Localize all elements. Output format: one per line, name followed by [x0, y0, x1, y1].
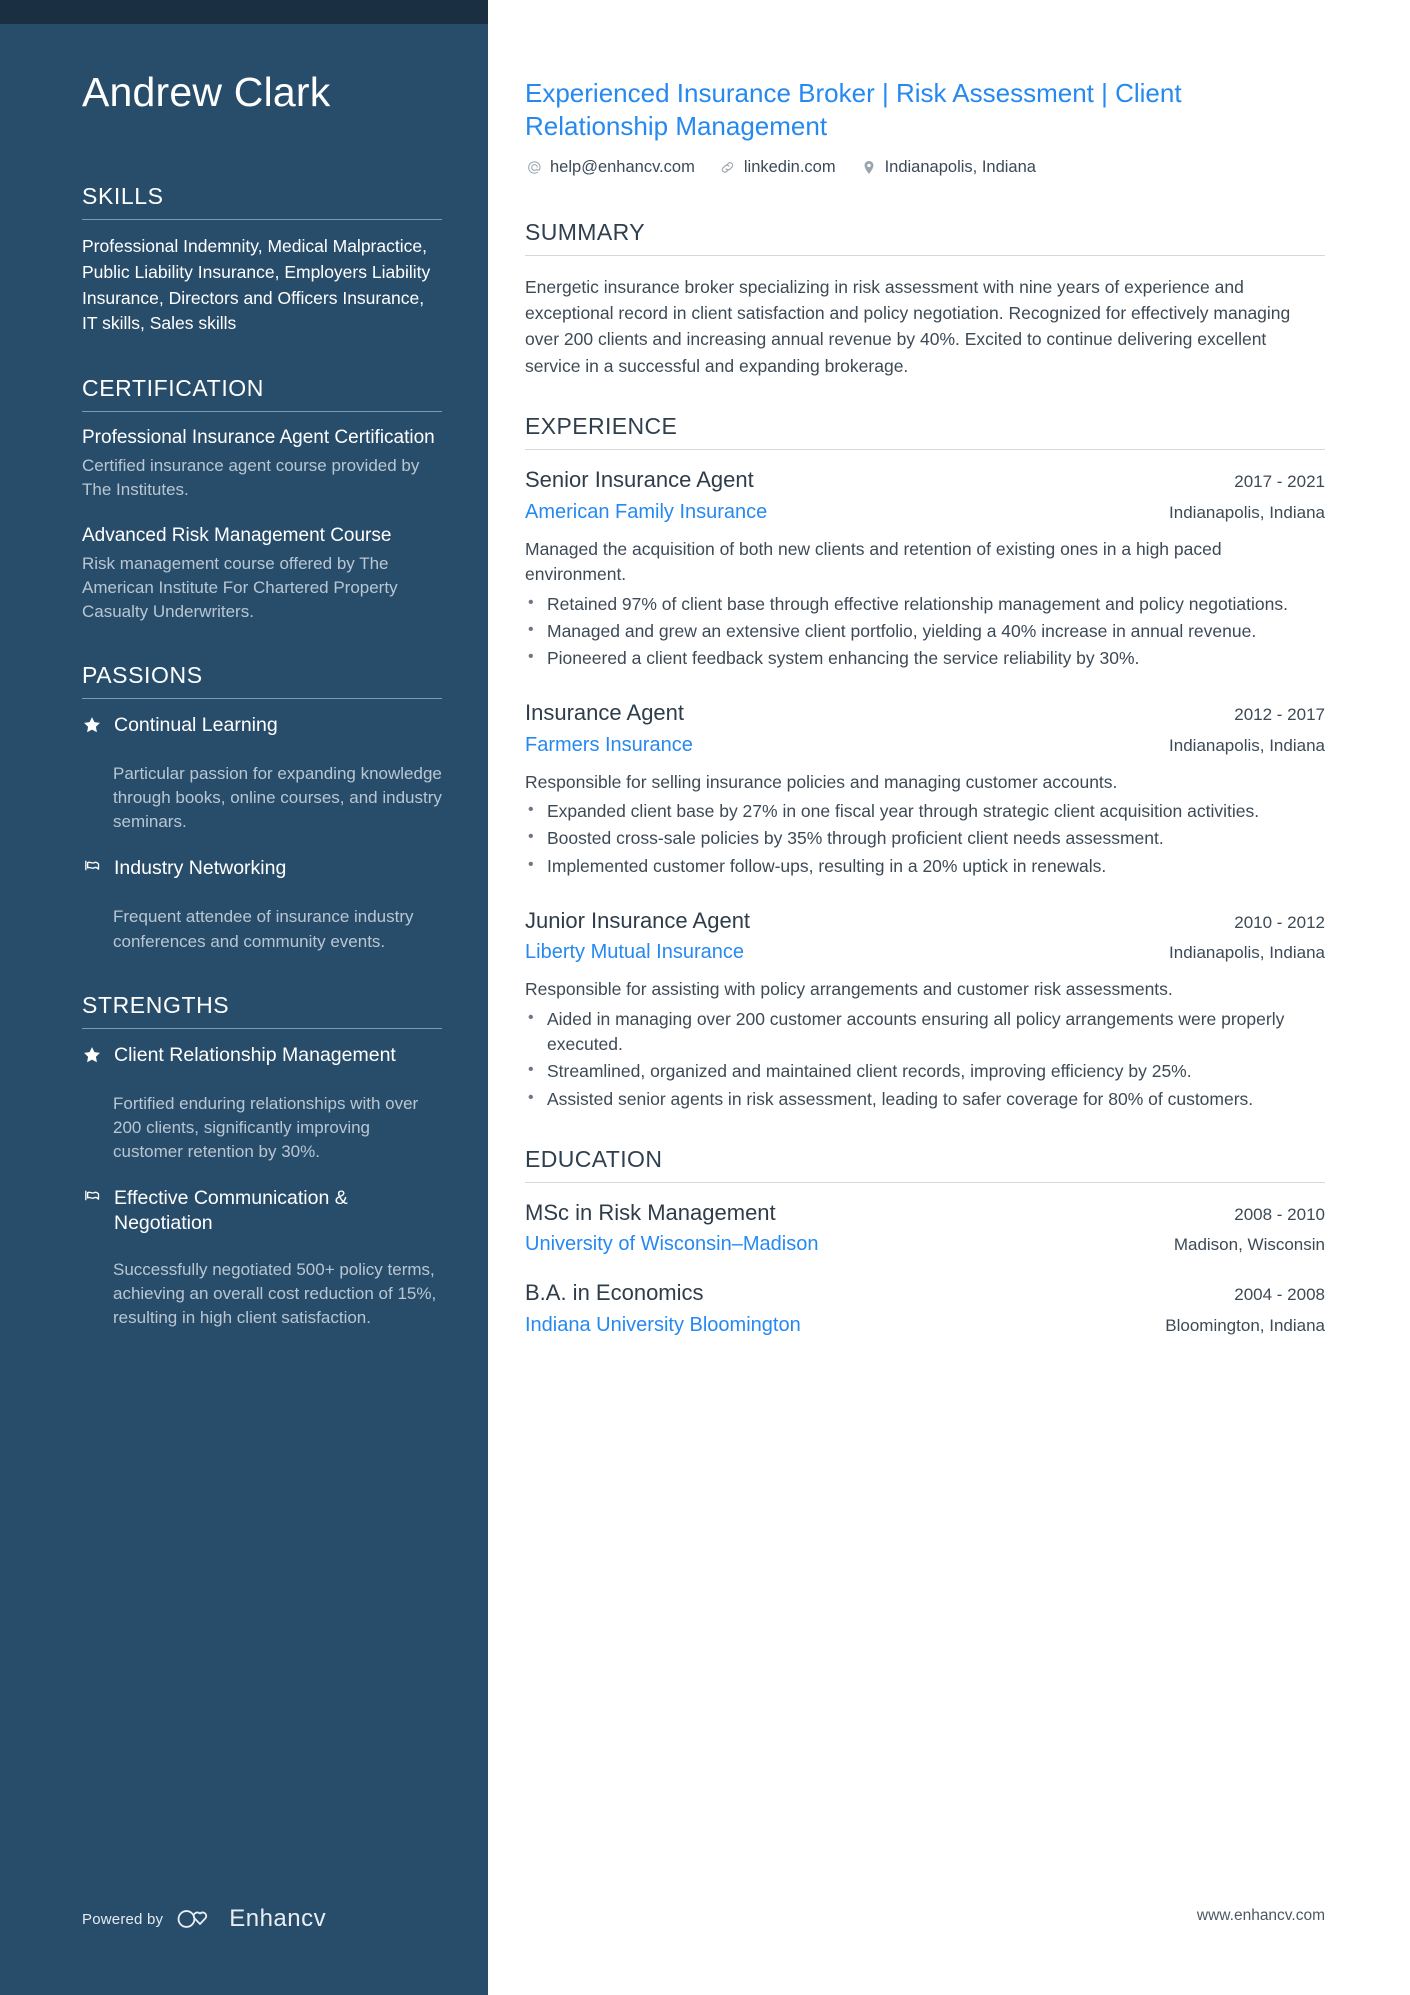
- strengths-heading: STRENGTHS: [82, 991, 230, 1018]
- education-entry: [525, 1279, 1325, 1338]
- sidebar-section-strengths: [82, 992, 442, 1330]
- skills-divider: [82, 219, 442, 220]
- location-pin-icon: [860, 159, 878, 177]
- passions-divider: [82, 698, 442, 699]
- summary-divider: [525, 255, 1325, 256]
- experience-bullet: • Assisted senior agents in risk assessment, leading to safer coverage for 80% of customers.: [525, 1087, 1325, 1112]
- education-date-range: 2008 - 2010: [1234, 1204, 1325, 1224]
- summary-text: Energetic insurance broker specializing in risk assessment with nine years of experience and exceptional record in client satisfaction and policy negotiation. Recognized for effectively managing over 200 clients and increasing annual revenue by 40%. Excited to continue delivering excellent service in a successful and expanding brokerage.: [525, 276, 1291, 376]
- experience-bullet: • Boosted cross-sale policies by 35% through proficient client needs assessment.: [525, 826, 1325, 851]
- experience-bullet: • Implemented customer follow-ups, resulting in a 20% uptick in renewals.: [525, 854, 1325, 879]
- main-content: [488, 0, 1410, 1995]
- education-institution[interactable]: University of Wisconsin–Madison: [525, 1233, 819, 1256]
- link-icon: [719, 159, 737, 177]
- experience-bullet-list: [525, 1007, 1325, 1112]
- experience-bullet: • Expanded client base by 27% in one fiscal year through strategic client acquisition activities.: [525, 799, 1325, 824]
- contact-location-text: Indianapolis, Indiana: [884, 158, 1036, 177]
- contact-linkedin[interactable]: [719, 158, 836, 177]
- experience-job-title: Insurance Agent: [525, 700, 685, 726]
- experience-bullet: • Retained 97% of client base through effective relationship management and policy negotiations.: [525, 592, 1325, 617]
- powered-by-label: Powered by: [82, 1910, 164, 1928]
- experience-location: Indianapolis, Indiana: [1169, 735, 1325, 755]
- passion-description: Particular passion for expanding knowledge through books, online courses, and industry seminars.: [113, 764, 442, 832]
- contact-email[interactable]: [525, 158, 695, 177]
- passion-description: Frequent attendee of insurance industry conferences and community events.: [113, 907, 414, 951]
- experience-company[interactable]: Liberty Mutual Insurance: [525, 941, 745, 964]
- education-entry: [525, 1199, 1325, 1258]
- enhancv-infinity-icon: [175, 1906, 217, 1932]
- experience-description: Responsible for assisting with policy arrangements and customer risk assessments.: [525, 979, 1173, 1000]
- passion-title: Continual Learning: [114, 714, 278, 737]
- education-institution[interactable]: Indiana University Bloomington: [525, 1313, 801, 1336]
- passion-item: [82, 856, 442, 883]
- experience-entry: [525, 907, 1325, 1112]
- experience-bullet: • Pioneered a client feedback system enhancing the service reliability by 30%.: [525, 646, 1325, 671]
- at-icon: [525, 159, 543, 177]
- strength-description: Successfully negotiated 500+ policy terms, achieving an overall cost reduction of 15%, resulting in high client satisfaction.: [113, 1259, 437, 1327]
- certification-title: Professional Insurance Agent Certification: [82, 427, 435, 449]
- certification-divider: [82, 411, 442, 412]
- flag-icon: [82, 856, 114, 883]
- experience-date-range: 2017 - 2021: [1234, 471, 1325, 491]
- contact-linkedin-text: linkedin.com: [743, 158, 836, 177]
- section-education: [525, 1146, 1325, 1338]
- strength-title: Effective Communication & Negotiation: [114, 1187, 348, 1234]
- education-degree: MSc in Risk Management: [525, 1199, 776, 1225]
- education-degree: B.A. in Economics: [525, 1280, 704, 1306]
- experience-location: Indianapolis, Indiana: [1169, 943, 1325, 963]
- experience-description: Responsible for selling insurance policies and managing customer accounts.: [525, 771, 1118, 792]
- strengths-divider: [82, 1028, 442, 1029]
- sidebar-section-skills: [82, 183, 442, 337]
- experience-bullet-list: [525, 799, 1325, 879]
- certification-heading: CERTIFICATION: [82, 375, 265, 402]
- passion-item: [82, 713, 442, 740]
- education-location: Bloomington, Indiana: [1165, 1315, 1325, 1335]
- experience-entry: [525, 699, 1325, 879]
- contact-location: [860, 158, 1036, 177]
- experience-location: Indianapolis, Indiana: [1169, 502, 1325, 522]
- strength-title: Client Relationship Management: [114, 1043, 396, 1066]
- experience-job-title: Junior Insurance Agent: [525, 907, 751, 933]
- passions-heading: PASSIONS: [82, 662, 203, 689]
- experience-company[interactable]: American Family Insurance: [525, 500, 768, 523]
- education-heading: EDUCATION: [525, 1145, 663, 1172]
- contact-email-text: help@enhancv.com: [550, 158, 695, 177]
- sidebar: [0, 0, 488, 1995]
- education-date-range: 2004 - 2008: [1234, 1285, 1325, 1305]
- experience-date-range: 2012 - 2017: [1234, 705, 1325, 725]
- experience-company[interactable]: Farmers Insurance: [525, 733, 693, 756]
- experience-date-range: 2010 - 2012: [1234, 912, 1325, 932]
- enhancv-wordmark: Enhancv: [229, 1905, 327, 1932]
- strength-item: [82, 1043, 442, 1070]
- experience-job-title: Senior Insurance Agent: [525, 466, 754, 492]
- sidebar-section-passions: [82, 662, 442, 954]
- education-location: Madison, Wisconsin: [1173, 1235, 1325, 1255]
- certification-item: [82, 524, 442, 624]
- experience-entry: [525, 466, 1325, 671]
- experience-description: Managed the acquisition of both new clients and retention of existing ones in a high paced environment.: [525, 538, 1222, 585]
- skills-heading: SKILLS: [82, 183, 164, 210]
- education-divider: [525, 1182, 1325, 1183]
- experience-bullet: • Aided in managing over 200 customer accounts ensuring all policy arrangements were properly executed.: [525, 1007, 1325, 1057]
- strength-description: Fortified enduring relationships with over 200 clients, significantly improving customer retention by 30%.: [113, 1093, 419, 1161]
- sidebar-footer: [82, 1905, 326, 1933]
- certification-item: [82, 426, 442, 502]
- certification-description: Certified insurance agent course provided by The Institutes.: [82, 455, 420, 499]
- strength-item: [82, 1186, 442, 1236]
- section-experience: [525, 413, 1325, 1112]
- star-icon: [82, 713, 114, 740]
- footer-website-url[interactable]: www.enhancv.com: [1196, 1907, 1325, 1924]
- certification-title: Advanced Risk Management Course: [82, 525, 392, 546]
- section-summary: [525, 219, 1325, 379]
- candidate-name: Andrew Clark: [82, 69, 331, 115]
- experience-bullet: • Managed and grew an extensive client portfolio, yielding a 40% increase in annual revenue.: [525, 619, 1325, 644]
- contact-row: [525, 158, 1325, 177]
- passion-title: Industry Networking: [114, 857, 287, 880]
- experience-bullet-list: [525, 592, 1325, 672]
- sidebar-section-certification: [82, 375, 442, 624]
- flag-icon: [82, 1186, 114, 1213]
- skills-body: Professional Indemnity, Medical Malpractice, Public Liability Insurance, Employers Liability Insurance, Directors and Officers Insurance, IT skills, Sales skills: [82, 236, 431, 334]
- experience-heading: EXPERIENCE: [525, 412, 678, 439]
- experience-bullet: • Streamlined, organized and maintained client records, improving efficiency by 25%.: [525, 1059, 1325, 1084]
- star-icon: [82, 1043, 114, 1070]
- certification-description: Risk management course offered by The American Institute For Chartered Property Casualty Underwriters.: [82, 553, 398, 621]
- professional-headline: Experienced Insurance Broker | Risk Assessment | Client Relationship Management: [525, 78, 1182, 141]
- experience-divider: [525, 449, 1325, 450]
- summary-heading: SUMMARY: [525, 219, 645, 246]
